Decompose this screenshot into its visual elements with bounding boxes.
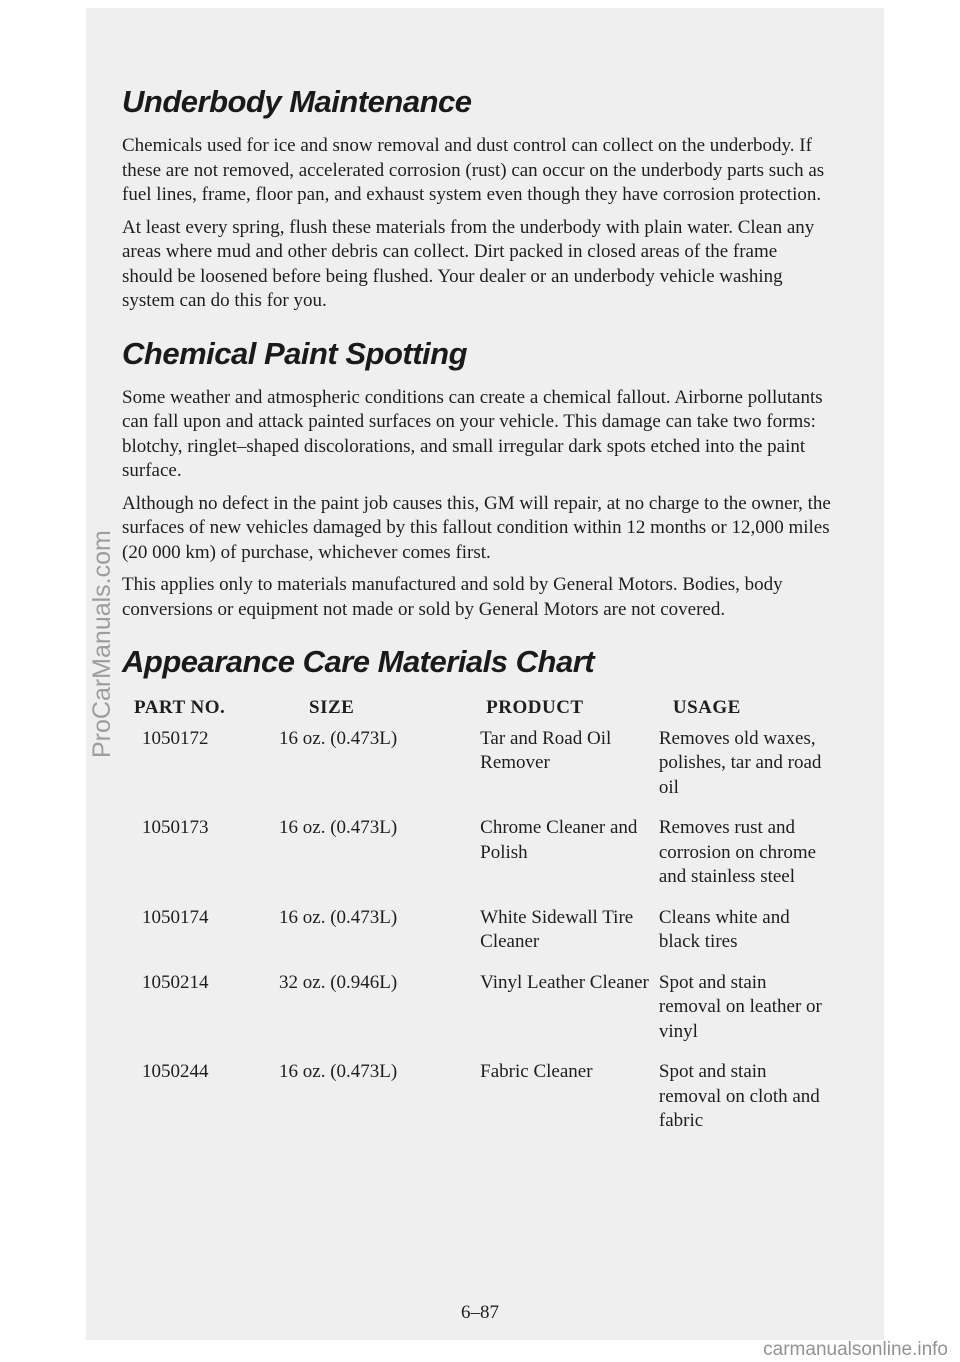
- cell-part-no: 1050244: [142, 1061, 209, 1082]
- cell-part-no: 1050174: [142, 906, 209, 928]
- cell-size: 16 oz. (0.473L): [279, 817, 398, 838]
- cell-usage: Removes rust and corrosion on chrome and stainless steel: [658, 817, 817, 887]
- underbody-paragraph-1: Chemicals used for ice and snow removal and dust control can collect on the underbody. If these are not removed, accelerated corrosion (rust) can occur on the underbody parts such as fuel lines, frame, floor pan, and exhaust system even though they have corrosion protection.: [122, 135, 825, 205]
- header-usage: USAGE: [672, 697, 741, 718]
- watermark-side: ProCarManuals.com: [88, 530, 116, 758]
- table-row: [122, 906, 832, 971]
- chart-heading: Appearance Care Materials Chart: [122, 644, 595, 679]
- cell-part-no: 1050172: [142, 727, 209, 749]
- underbody-heading: Underbody Maintenance: [122, 84, 472, 119]
- table-row: [122, 971, 832, 1061]
- paint-paragraph-1: Some weather and atmospheric conditions can create a chemical fallout. Airborne pollutants can fall upon and attack painted surfaces on your vehicle. This damage can take two forms: blotchy, ringlet–shaped discolorations, and small irregular dark spots etched into the paint surface.: [122, 386, 823, 481]
- cell-usage: Spot and stain removal on leather or vinyl: [658, 971, 822, 1042]
- cell-size: 32 oz. (0.946L): [279, 971, 398, 993]
- cell-product: Vinyl Leather Cleaner: [480, 971, 649, 993]
- cell-product: Fabric Cleaner: [480, 1061, 593, 1082]
- page-number: 6–87: [461, 1302, 499, 1323]
- watermark-bottom: carmanualsonline.info: [763, 1339, 948, 1360]
- paint-spotting-heading: Chemical Paint Spotting: [122, 335, 468, 371]
- table-row: [122, 727, 832, 817]
- paint-paragraph-3: This applies only to materials manufactured and sold by General Motors. Bodies, body conversions or equipment not made or sold by General Motors are not covered.: [122, 574, 783, 620]
- header-product: PRODUCT: [486, 697, 584, 718]
- table-row: [122, 816, 832, 906]
- cell-size: 16 oz. (0.473L): [279, 906, 398, 928]
- cell-product: Chrome Cleaner and Polish: [480, 817, 638, 863]
- cell-product: Tar and Road Oil Remover: [480, 727, 612, 773]
- cell-product: White Sidewall Tire Cleaner: [480, 906, 634, 952]
- cell-size: 16 oz. (0.473L): [279, 727, 398, 749]
- cell-part-no: 1050173: [142, 817, 209, 838]
- underbody-paragraph-2: At least every spring, flush these materials from the underbody with plain water. Clean any areas where mud and other debris can collect. Dirt packed in closed areas of the frame should be loosened before being flushed. Your dealer or an underbody vehicle washing system can do this for you.: [122, 216, 815, 311]
- table-header-row: [122, 696, 832, 727]
- materials-table: [122, 696, 832, 1150]
- cell-usage: Spot and stain removal on cloth and fabric: [658, 1061, 820, 1131]
- cell-usage: Cleans white and black tires: [658, 906, 790, 952]
- cell-size: 16 oz. (0.473L): [279, 1061, 398, 1082]
- page-content: [122, 82, 832, 1150]
- header-part-no: PART NO.: [134, 697, 226, 718]
- cell-usage: Removes old waxes, polishes, tar and road oil: [658, 727, 822, 798]
- paint-paragraph-2: Although no defect in the paint job causes this, GM will repair, at no charge to the owner, the surfaces of new vehicles damaged by this fallout condition within 12 months or 12,000 miles (20 000 km) of purchase, whichever comes first.: [122, 492, 831, 563]
- cell-part-no: 1050214: [142, 971, 209, 993]
- header-size: SIZE: [309, 697, 355, 718]
- table-row: [122, 1060, 832, 1150]
